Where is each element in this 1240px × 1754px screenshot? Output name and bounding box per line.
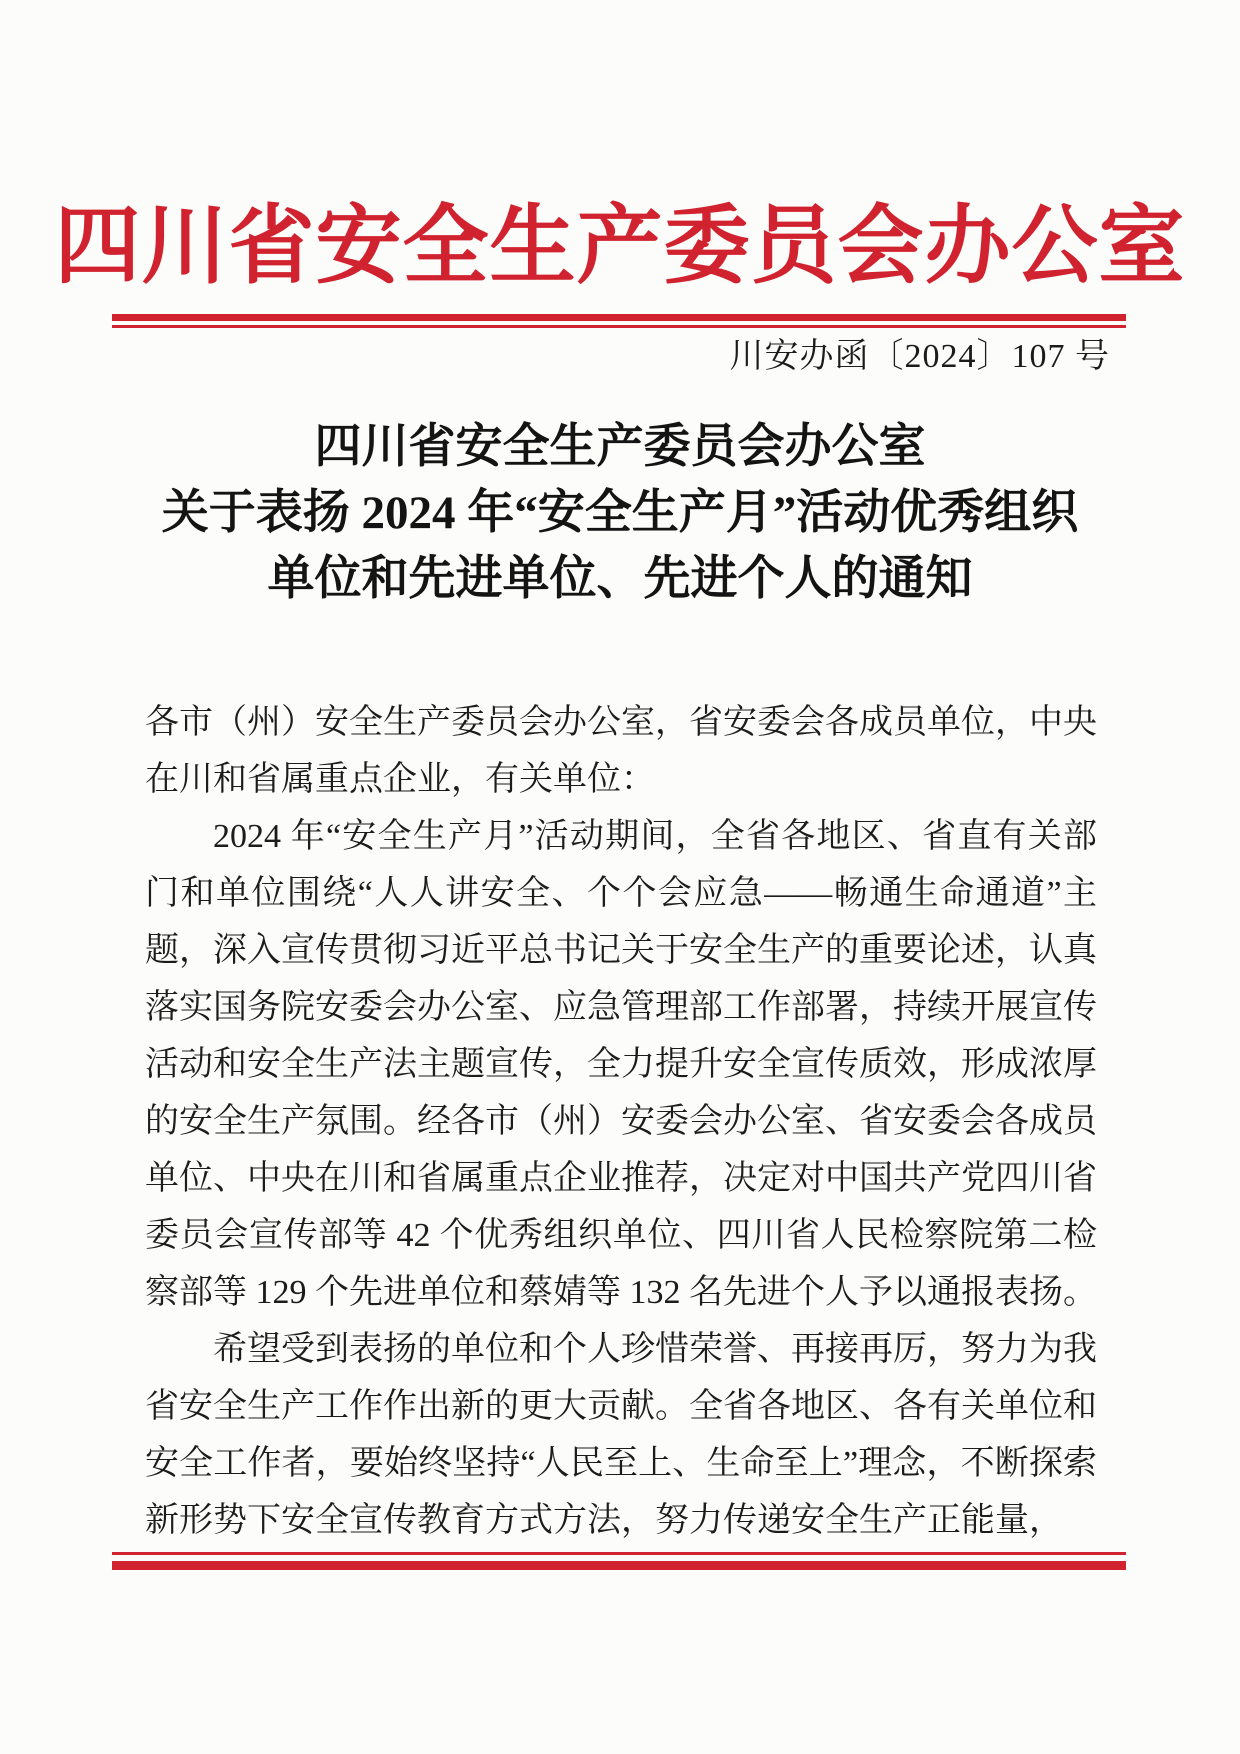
footer-rule-thin: [112, 1552, 1126, 1555]
title-line-3: 单位和先进单位、先进个人的通知: [267, 553, 973, 605]
title-line-2: 关于表扬 2024 年“安全生产月”活动优秀组织: [161, 487, 1079, 539]
document-title: [70, 414, 1170, 612]
letterhead-org-name: 四川省安全生产委员会办公室: [54, 198, 1186, 294]
title-line-1: 四川省安全生产委员会办公室: [314, 421, 926, 473]
footer-rule-thick: [112, 1561, 1126, 1570]
body-paragraph-2: 希望受到表扬的单位和个人珍惜荣誉、再接再厉，努力为我省安全生产工作作出新的更大贡献。全省各地区、各有关单位和安全工作者，要始终坚持“人民至上、生命至上”理念，不断探索新形势下安全宣传教育方式方法，努力传递安全生产正能量，: [145, 1331, 1097, 1539]
header-rule-thick: [112, 314, 1126, 321]
document-body: [145, 694, 1097, 1549]
doc-number: 川安办函〔2024〕107 号: [729, 338, 1110, 375]
salutation: 各市（州）安全生产委员会办公室，省安委会各成员单位，中央在川和省属重点企业，有关单位：: [145, 704, 1097, 798]
body-paragraph-1: 2024 年“安全生产月”活动期间，全省各地区、省直有关部门和单位围绕“人人讲安全、个个会应急——畅通生命通道”主题，深入宣传贯彻习近平总书记关于安全生产的重要论述，认真落实国务院安委会办公室、应急管理部工作部署，持续开展宣传活动和安全生产法主题宣传，全力提升安全宣传质效，形成浓厚的安全生产氛围。经各市（州）安委会办公室、省安委会各成员单位、中央在川和省属重点企业推荐，决定对中国共产党四川省委员会宣传部等 42 个优秀组织单位、四川省人民检察院第二检察部等 129 个先进单位和蔡婧等 132 名先进个人予以通报表扬。: [145, 818, 1097, 1311]
